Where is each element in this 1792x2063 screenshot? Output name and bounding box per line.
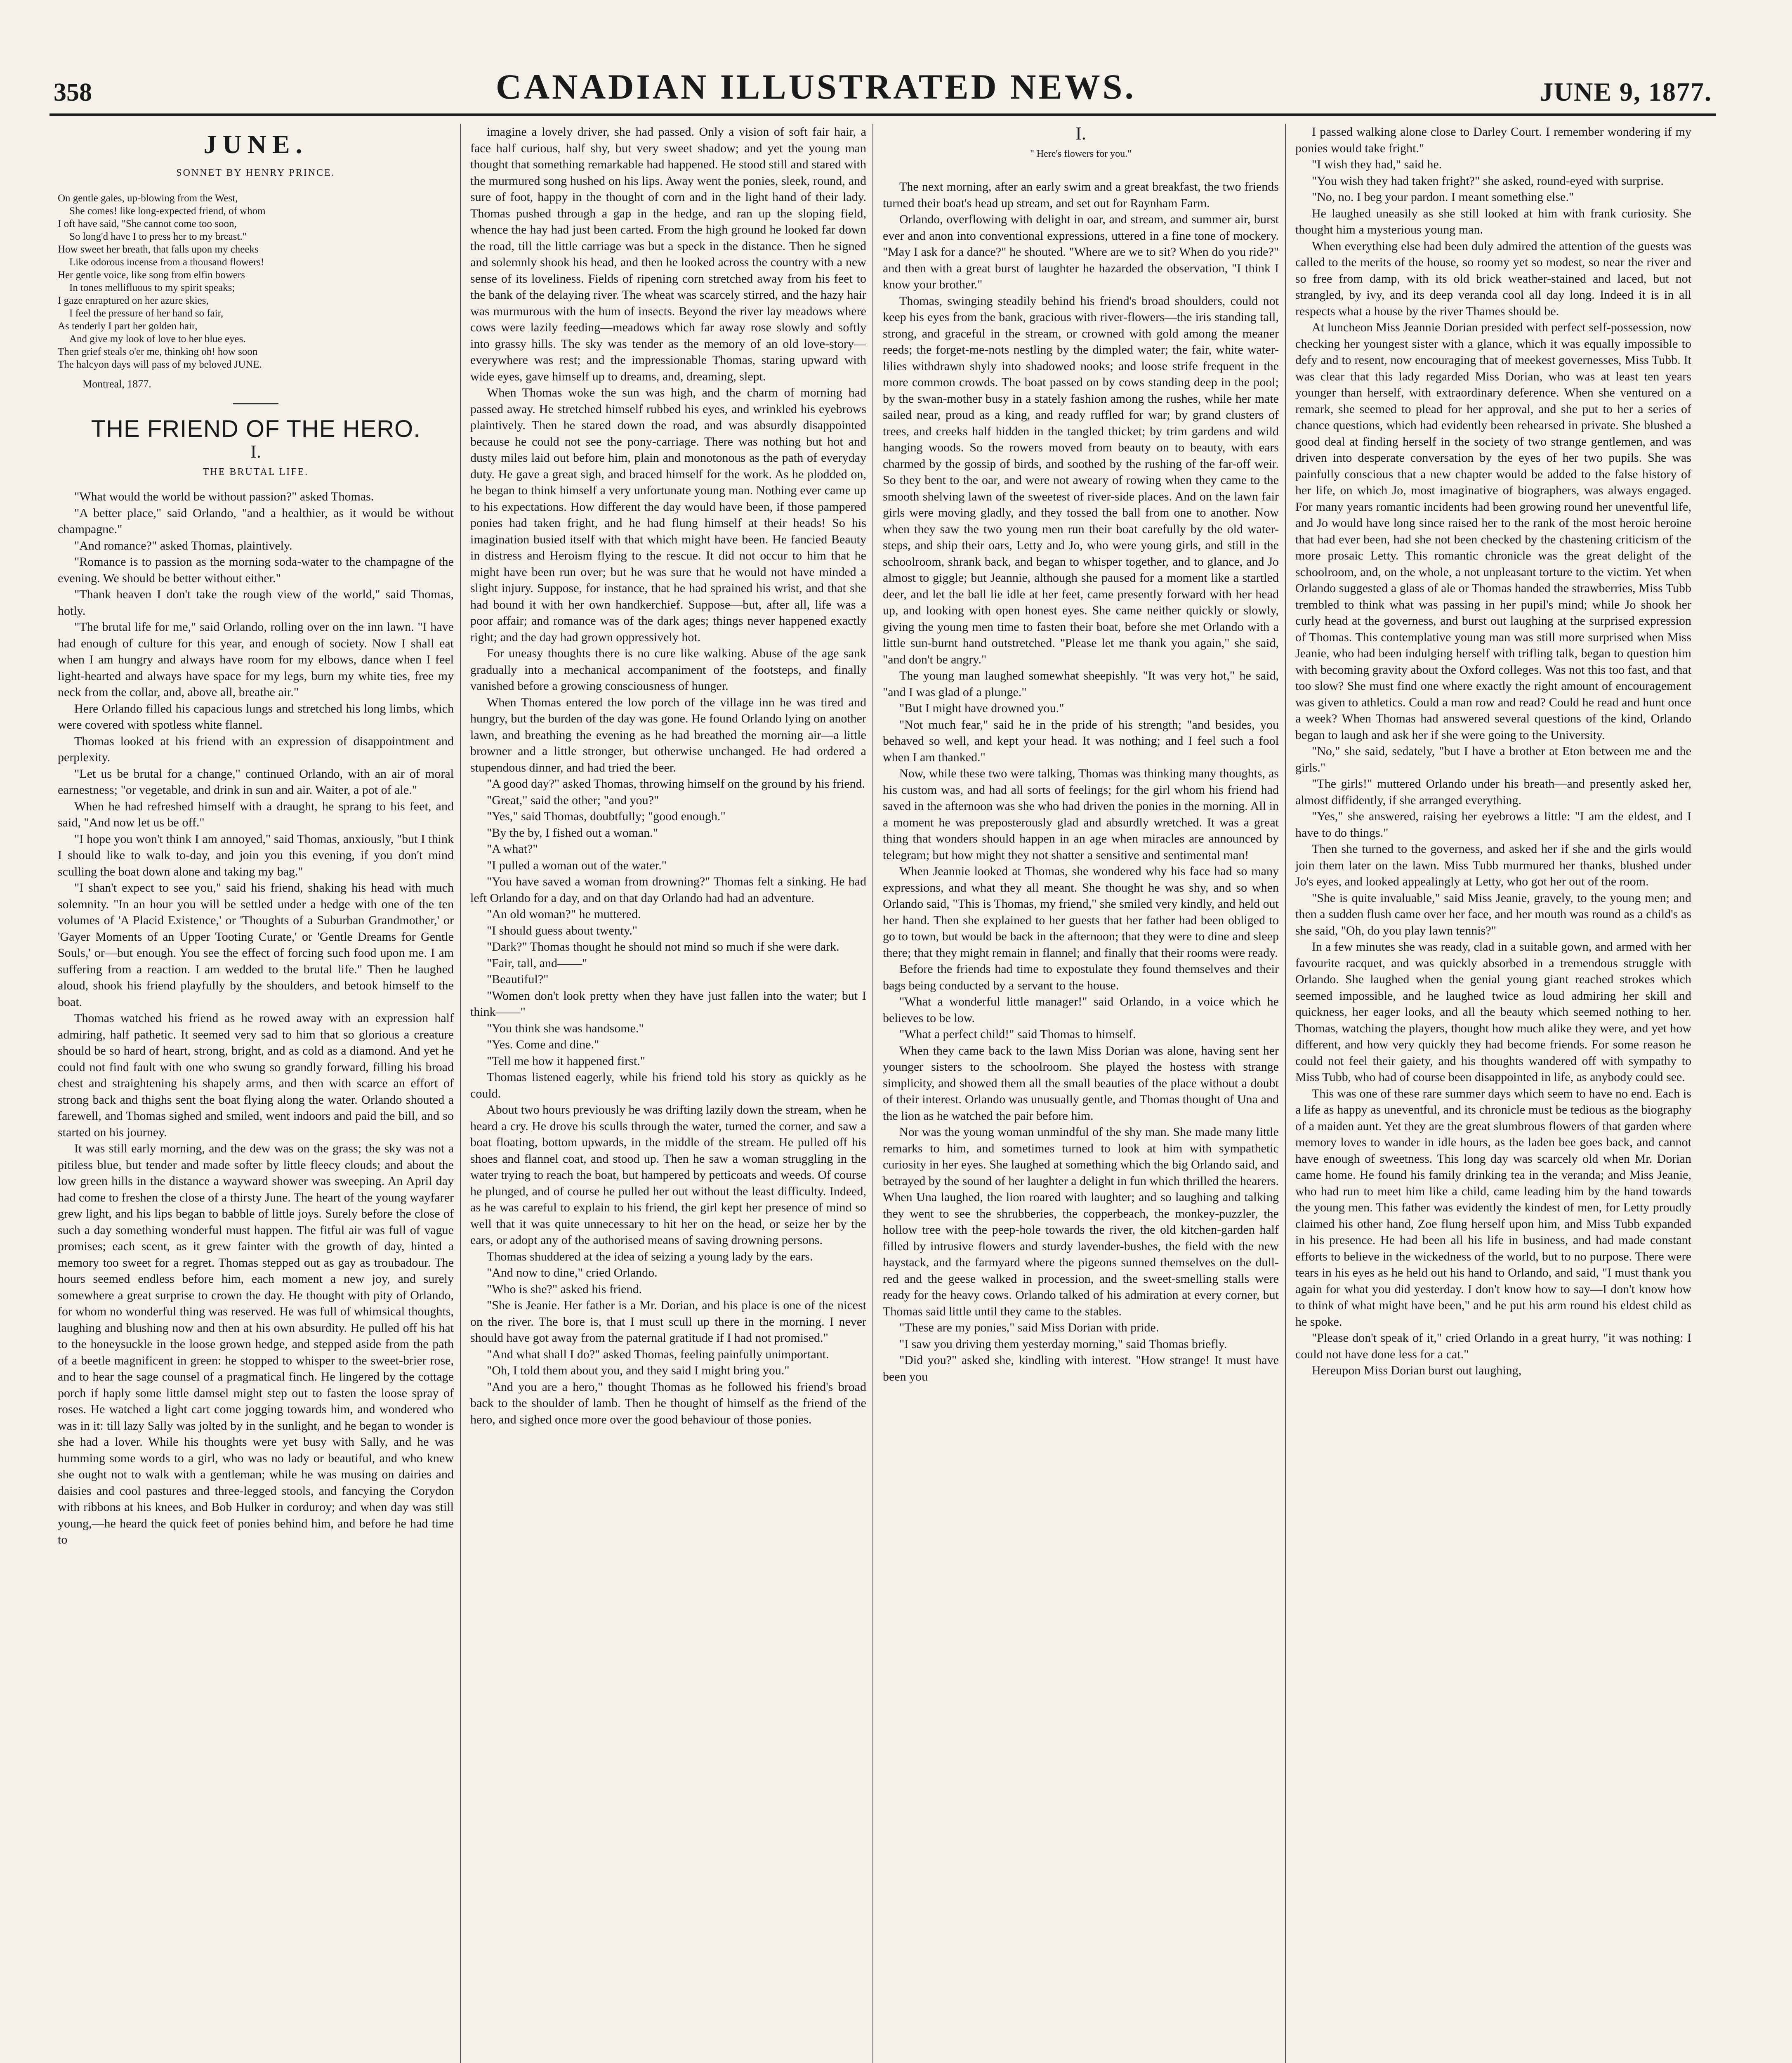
paragraph: "I saw you driving them yesterday morning," said Thomas briefly. <box>899 1337 1227 1351</box>
paragraph: "A good day?" asked Thomas, throwing himself on the ground by his friend. <box>487 777 865 791</box>
paragraph: When Thomas entered the low porch of the village inn he was tired and hungry, but the burden of the day was gone. He found Orlando lying on another lawn, and breathing the evening as he had breathed the morning air—a little browner and a little stronger, but otherwise unchanged. He had ordered a stupendous dinner, and had tried the beer. <box>470 695 866 774</box>
paragraph: He laughed uneasily as she still looked at him with frank curiosity. She thought him a mysterious young man. <box>1295 206 1691 236</box>
issue-date: JUNE 9, 1877. <box>1540 77 1712 106</box>
paragraph: About two hours previously he was drifting lazily down the stream, when he heard a cry. He drove his sculls through the water, turned the corner, and saw a boat floating, bottom upwards, in the middle of the stream. He pulled off his shoes and flannel coat, and stood up. Then he saw a woman struggling in the water trying to reach the boat, but hampered by petticoats and weeds. Of course he plunged, and of course he pulled her out without the least difficulty. Indeed, as he was careful to explain to his friend, the girl kept her presence of mind so well that it was quite unnecessary to hit her on the head, or seize her by the ears, or adopt any of the authorised means of saving drowning persons. <box>470 1103 866 1247</box>
paragraph: "Yes," she answered, raising her eyebrows a little: "I am the eldest, and I have to do things." <box>1295 810 1691 840</box>
paragraph: "Oh, I told them about you, and they said I might bring you." <box>487 1364 790 1377</box>
paragraph: "A better place," said Orlando, "and a healthier, as it would be without champagne." <box>58 506 454 536</box>
poem-body <box>58 192 454 371</box>
column-divider <box>872 124 873 2063</box>
poem-line: I gaze enraptured on her azure skies, <box>58 295 209 306</box>
paragraph: "No," she said, sedately, "but I have a brother at Eton between me and the girls." <box>1295 744 1691 774</box>
page-header <box>54 62 1712 107</box>
paragraph: Orlando, overflowing with delight in oar, and stream, and summer air, burst ever and anon into conventional expressions, uttered in a fine tone of mockery. "May I ask for a dance?" he shouted. "Where are we to sit? When do you ride?" and then with a great burst of laughter he hazarded the observation, "I think I know your brother." <box>883 212 1279 291</box>
paragraph: Now, while these two were talking, Thomas was thinking many thoughts, as his custom was, and had all sorts of feelings; for the girl whom his friend had saved in the afternoon was she who had driven the ponies in the morning. All in a moment he was preposterously glad and absurdly wretched. It was a great thing that wonders should happen in an age when miracles are announced by telegram; but how might they not shatter a sensitive and sentimental man! <box>883 767 1279 862</box>
paragraph: "You think she was handsome." <box>487 1021 644 1035</box>
poem-line: Then grief steals o'er me, thinking oh! how soon <box>58 346 258 357</box>
paragraph: This was one of these rare summer days which seem to have no end. Each is a life as happy as uneventful, and its chronicle must be tedious as the biography of a maiden aunt. Yet they are the great slumbrous flowers of that garden where memory loves to wander in idle hours, as the laden bee goes back, and cannot have enough of sweetness. This long day was scarcely old when Mr. Dorian came home. He found his family drinking tea in the veranda; and Miss Jeanie, who had run to meet him like a child, came leading him by the hand towards the young men. This father was evidently the kindest of men, for Letty proudly claimed his other hand, Zoe flung herself upon him, and Miss Tubb expanded in his presence. He had been all his life in business, and had made constant efforts to believe in the wickedness of the world, but to no purpose. There were tears in his eyes as he held out his hand to Orlando, and said, "I must thank you again for what you did yesterday. I don't know how to say—I don't know how to think of what might have been," and he put his arm round his eldest child as he spoke. <box>1295 1086 1691 1329</box>
paragraph: "Fair, tall, and——" <box>487 956 587 970</box>
chapter-subtitle: THE BRUTAL LIFE. <box>203 466 309 477</box>
column-1 <box>58 124 454 2063</box>
paragraph: Nor was the young woman unmindful of the shy man. She made many little remarks to him, and sometimes turned to look at him with sympathetic curiosity in her eyes. She laughed at something which the big Orlando said, and betrayed by the sound of her laughter a delight in fun which thrilled the hearers. When Una laughed, the lion roared with laughter; and so laughing and talking they went to see the shrubberies, the copperbeach, the monkey-puzzler, the hollow tree with the peep-hole towards the river, the old kitchen-garden half filled by intrusive flowers and sturdy lavender-bushes, the field with the new haystack, and the farmyard where the pigeons sunned themselves on the dull-red and the geese walked in procession, and the sweet-smelling stalls were ready for the heavy cows. Orlando talked of his admiration at every corner, but Thomas said little until they came to the stables. <box>883 1125 1279 1318</box>
paragraph: "By the by, I fished out a woman." <box>487 826 658 840</box>
paragraph: "Who is she?" asked his friend. <box>487 1282 642 1296</box>
paragraph: "She is Jeanie. Her father is a Mr. Dorian, and his place is one of the nicest on the river. The bore is, that I must scull up there in the morning. I never should have got away from the paternal gratitude if I had not promised." <box>470 1298 866 1345</box>
paragraph: "Yes. Come and dine." <box>487 1038 599 1051</box>
paragraph: "I hope you won't think I am annoyed," said Thomas, anxiously, "but I think I should like to walk to-day, and join you this evening, if you don't mind sculling the boat down alone and taking my bag." <box>58 832 454 878</box>
paragraph: "And what shall I do?" asked Thomas, feeling painfully unimportant. <box>487 1347 829 1361</box>
paragraph: Thomas shuddered at the idea of seizing a young lady by the ears. <box>487 1249 813 1263</box>
paragraph: Thomas watched his friend as he rowed away with an expression half admiring, half pathetic. It seemed very sad to him that so glorious a creature should be so hard of heart, strong, bright, and as cold as a diamond. And yet he could not find fault with one who swung so grandly forward, filling his broad chest and straightening his shapely arms, and then with scarce an effort of strong back and thighs sent the boat flying along the water. Orlando shouted a farewell, and Thomas sighed and smiled, went indoors and paid the bill, and so started on his journey. <box>58 1011 454 1139</box>
paragraph: At luncheon Miss Jeannie Dorian presided with perfect self-possession, now checking her youngest sister with a glance, which it was equally impossible to defy and to resent, now encouraging that of meekest governesses, Miss Tubb. It was clear that this lady regarded Miss Dorian, who was at least ten years younger than herself, with extraordinary deference. When she ventured on a remark, she seemed to plead for her approval, and she put to her a series of chance questions, which had evidently been rehearsed in private. She blushed a good deal at finding herself in the society of two strange gentlemen, and was driven into desperate conversation by the eyes of her two pupils. She was painfully conscious that a new chapter would be added to the false history of her life, on which Jo, most imaginative of biographers, was always engaged. For many years romantic incidents had been growing round her uneventful life, and Jo would have long since raised her to the rank of the most heroic heroine that had ever been, had she not been checked by the chastening criticism of the more prosaic Letty. This romantic chronicle was the great delight of the schoolroom, and, on the whole, a not unpleasant torture to the victim. Yet when Orlando suggested a glass of ale or Thomas handed the strawberries, Miss Tubb trembled to think what was passing in her pupil's mind; while Jo shook her curly head at the governess, and burst out laughing at the surprised expression of Thomas. This contemplative young man was still more surprised when Miss Jeanie, who had been indulging herself with trifling talk, began to question him with becoming gravity about the Oxford colleges. Was not this too fast, and that too slow? She must find one where exactly the right amount of encouragement was given to athletics. Could a man row and read? Could he read and hunt once a week? When Thomas had answered several questions of the kind, Orlando began to laugh and ask her if she were going to the University. <box>1295 321 1691 742</box>
paragraph: For uneasy thoughts there is no cure like walking. Abuse of the age sank gradually into a mechanical accompaniment of the footsteps, and finally vanished before a growing consciousness of hunger. <box>470 647 866 693</box>
paragraph: When he had refreshed himself with a draught, he sprang to his feet, and said, "And now let us be off." <box>58 799 454 829</box>
column-text <box>883 179 1279 1385</box>
paragraph: "Beautiful?" <box>487 972 549 986</box>
paragraph: "These are my ponies," said Miss Dorian with pride. <box>899 1321 1159 1334</box>
paragraph: "The brutal life for me," said Orlando, rolling over on the inn lawn. "I have had enough of culture for this year, and enough of society. Now I shall eat when I am hungry and always have room for my elbows, dance when I feel light-hearted and always have space for my legs, burn my white ties, free my neck from the collar, and, above all, breathe air." <box>58 620 454 699</box>
paragraph: "An old woman?" he muttered. <box>487 907 641 921</box>
poem-author: SONNET BY HENRY PRINCE. <box>176 167 335 178</box>
paragraph: The young man laughed somewhat sheepishly. "It was very hot," he said, "and I was glad of a plunge." <box>883 669 1279 699</box>
paragraph: "What would the world be without passion?" asked Thomas. <box>74 490 374 503</box>
paragraph: The next morning, after an early swim and a great breakfast, the two friends turned their boat's head up stream, and set out for Raynham Farm. <box>883 180 1279 210</box>
paragraph: "You have saved a woman from drowning?" Thomas felt a sinking. He had left Orlando for a day, and on that day Orlando had had an adventure. <box>470 875 866 905</box>
masthead-title: CANADIAN ILLUSTRATED NEWS. <box>495 67 1137 106</box>
paragraph: Thomas listened eagerly, while his friend told his story as quickly as he could. <box>470 1070 866 1100</box>
paragraph: "Thank heaven I don't take the rough view of the world," said Thomas, hotly. <box>58 588 454 618</box>
column-3 <box>883 124 1279 2063</box>
paragraph: "But I might have drowned you." <box>899 701 1064 715</box>
paragraph: "Did you?" asked she, kindling with interest. "How strange! It must have been you <box>883 1353 1279 1383</box>
paragraph: When Jeannie looked at Thomas, she wondered why his face had so many expressions, and what they all meant. She thought he was shy, and so when Orlando said, "This is Thomas, my friend," she smiled very kindly, and held out her hand. Then she explained to her guests that her father had been obliged to go to town, but would be back in the afternoon; that they were to dine and sleep there; that they might remain in flannel; and finally that their rooms were ready. <box>883 864 1279 960</box>
paragraph: When Thomas woke the sun was high, and the charm of morning had passed away. He stretched himself rubbed his eyes, and wrinkled his eyebrows plaintively. Then he stared down the road, and was absurdly disappointed because he could not see the pony-carriage. There was nothing but hot and dusty miles laid out before him, plain and monotonous as the path of everyday duty. He gave a great sigh, and braced himself for the work. As he plodded on, he began to think himself a very unfortunate young man. Nothing ever came up to his expectations. How different the day would have been, if those pampered ponies had taken fright, and he had flung himself at their heads! So his imagination busied itself with that which might have been. He fancied Beauty in distress and Heroism flying to the rescue. It did not occur to him that he might have been run over; but he was sure that he would not have minded a slight injury. Suppose, for instance, that he had sprained his wrist, and that she had bound it with her own handkerchief. Suppose—but, after all, life was a poor affair; and romance was of the dark ages; things never happened exactly right; and the day had grown oppressively hot. <box>470 386 866 644</box>
chapter-epigraph: " Here's flowers for you." <box>1030 148 1132 159</box>
poem-line: How sweet her breath, that falls upon my cheeks <box>58 244 259 255</box>
column-text <box>470 124 866 1428</box>
chapter-number: I. <box>250 441 261 462</box>
column-4 <box>1295 124 1691 2063</box>
story-title: THE FRIEND OF THE HERO. <box>91 415 421 442</box>
paragraph: "What a perfect child!" said Thomas to himself. <box>899 1027 1136 1041</box>
poem-line: On gentle gales, up-blowing from the West, <box>58 193 238 204</box>
poem-title: JUNE. <box>203 130 308 159</box>
paragraph: imagine a lovely driver, she had passed. Only a vision of soft fair hair, a face half curious, half shy, but very sweet shadow; and yet the young man thought that something remarkable had happened. He stood still and stared with the murmured song hushed on his lips. Away went the ponies, sleek, round, and sure of foot, happy in the thought of corn and in the light hand of their lady. Thomas pushed through a gap in the hedge, and ran up the sloping field, whence the hay had just been carted. From the high ground he looked far down the road, till the little carriage was but a speck in the distance. Then he signed and solemnly shook his head, and then he looked across the country with a new sense of its loveliness. Fields of ripening corn stretched away from his feet to the bank of the delaying river. The wheat was scarcely stirred, and the hazy hair was murmurous with the hum of insects. Beyond the river lay meadows where cows were lazily feeding—meadows which far away rose slowly and softly into grassy hills. The sky was tender as the memory of an old love-story—everywhere was rest; and the impressionable Thomas, staring upward with wide eyes, gave himself up to dreams, and, dreaming, slept. <box>470 125 866 383</box>
column-text <box>58 489 454 1548</box>
paragraph: Then she turned to the governess, and asked her if she and the girls would join them later on the lawn. Miss Tubb murmured her thanks, blushed under Jo's eyes, and looked appealingly at Letty, who got her out of the room. <box>1295 842 1691 888</box>
paragraph: "Yes," said Thomas, doubtfully; "good enough." <box>487 810 726 823</box>
section-rule <box>233 403 278 404</box>
paragraph: When they came back to the lawn Miss Dorian was alone, having sent her younger sisters to the schoolroom. She played the hostess with strange simplicity, and showed them all the small beauties of the place without a doubt of their interest. Orlando was unusually gentle, and Thomas thought of Una and the lion as he watched the pair before him. <box>883 1043 1279 1123</box>
paragraph: "And romance?" asked Thomas, plaintively. <box>74 538 292 552</box>
chapter-number: I. <box>1075 124 1086 144</box>
column-divider <box>460 124 461 2063</box>
paragraph: In a few minutes she was ready, clad in a suitable gown, and armed with her favourite racquet, and was quickly absorbed in a tremendous struggle with Orlando. She laughed when the genial young giant reached strokes which seemed impossible, and he laughed twice as loud admiring her skill and quickness, her eager looks, and all the beauty which seemed nothing to her. Thomas, watching the players, thought how much alike they were, and yet how different, and how very quickly they had become friends. For some reason he could not feel their gaiety, and his thoughts wandered off with sympathy to Miss Tubb, who had of course been disappointed in life, as anybody could see. <box>1295 940 1691 1084</box>
paragraph: Thomas, swinging steadily behind his friend's broad shoulders, could not keep his eyes from the bank, gracious with river-flowers—the iris standing tall, strong, and graceful in the stream, or crowned with gold among the meaner reeds; the forget-me-nots nestling by the dimpled water; the fair, white water-lilies withdrawn shyly into shadowed nooks; and loose strife frequent in the more common crowds. The boat passed on by cows standing deep in the pool; by the swan-mother busy in a stately fashion among the rushes, while her mate sailed near, proud as a king, and ready ruffled for war; by grand clusters of trees, and creeks half hidden in the tangled thicket; by trim gardens and wild hanging woods. So the rowers moved from beauty on to beauty, with ears charmed by the gossip of birds, and soothed by the rushing of the far-off weir. So they bent to the oar, and were not aweary of rowing when they came to the smooth shelving lawn of the sweetest of river-side places. And on the lawn fair girls were moving gladly, and they tossed the ball from one to another. Now when they saw the two young men run their boat carefully by the old water-steps, and ship their oars, Letty and Jo, who were young girls, and still in the schoolroom, shrank back, and began to whisper together, and to glance, and Jo almost to giggle; but Jeannie, although she paused for a moment like a startled deer, and let the ball lie idle at her feet, came presently forward with her head up, and looking with open honest eyes. She came neither quickly or slowly, giving the young men time to fasten their boat, before she met Orlando with a little sun-burnt hand outstretched. "Please let me thank you again," she said, "and don't be angry." <box>883 294 1279 666</box>
poem-line: Her gentle voice, like song from elfin bowers <box>58 269 245 281</box>
paragraph: "I should guess about twenty." <box>487 923 638 937</box>
paragraph: Before the friends had time to expostulate they found themselves and their bags being conducted by a servant to the house. <box>883 962 1279 992</box>
poem-line: The halcyon days will pass of my beloved JUNE. <box>58 359 262 370</box>
paragraph: "Dark?" Thomas thought he should not mind so much if she were dark. <box>487 940 839 954</box>
poem-place: Montreal, 1877. <box>83 378 151 390</box>
paragraph: "Romance is to passion as the morning soda-water to the champagne of the evening. We should be better without either." <box>58 555 454 585</box>
paragraph: "And now to dine," cried Orlando. <box>487 1266 658 1279</box>
header-rule <box>50 113 1716 116</box>
paragraph: Hereupon Miss Dorian burst out laughing, <box>1312 1364 1522 1377</box>
paragraph: It was still early morning, and the dew was on the grass; the sky was not a pitiless blue, but tender and made softer by little fleecy clouds; and about the low green hills in the distance a wayward shower was sweeping. An April day had come to freshen the close of a thirsty June. The heart of the young wayfarer grew light, and his lips began to babble of little joys. Surely before the close of such a day something wonderful must happen. The fitful air was full of vague promises; each scent, as it grew fainter with the growth of day, hinted a memory too sweet for a regret. Thomas stepped out as gay as troubadour. The hours seemed endless before him, each moment a new joy, and surely somewhere a great surprise to crown the day. He thought with pity of Orlando, for whom no wonderful thing was reserved. He was full of whimsical thoughts, laughing and blushing now and then at his own absurdity. He pulled off his hat to the honeysuckle in the loose grown hedge, and stepped aside from the path of a beetle magnificent in green: he stopped to whisper to the sweet-brier rose, and to hear the sage counsel of a pragmatical finch. He lingered by the cottage porch if haply some little damsel might step out to fasten the loose spray of roses. He watched a light cart come jogging towards him, and wondered who was in it: till lazy Sally was jolted by in the sunlight, and he began to wonder is she had a lover. While his thoughts were yet busy with Sally, and he was humming some words to a girl, who was no lady or beautiful, and who knew she ought not to walk with a gentleman; while he was musing on dairies and daisies and cool pastures and three-legged stools, and fancying the Corydon with ribbons at his knees, and Bob Hulker in corduroy; and when day was still young,—he heard the quick feet of ponies behind him, and before he had time to <box>58 1142 454 1546</box>
paragraph: "Let us be brutal for a change," continued Orlando, with an air of moral earnestness; "or vegetable, and drink in sun and air. Waiter, a pot of ale." <box>58 767 454 797</box>
poem-line: And give my look of love to her blue eyes. <box>69 333 246 345</box>
poem-line: So long'd have I to press her to my breast." <box>69 231 247 242</box>
paragraph: "What a wonderful little manager!" said Orlando, in a voice which he believes to be low. <box>883 995 1279 1025</box>
paragraph: "You wish they had taken fright?" she asked, round-eyed with surprise. <box>1312 174 1664 188</box>
page-number: 358 <box>54 78 92 106</box>
column-text <box>1295 124 1691 1379</box>
paragraph: When everything else had been duly admired the attention of the guests was called to the merits of the house, so roomy yet so modest, so near the river and so free from damp, with its old brick weather-stained and laced, but not strangled, by ivy, and its deep veranda cool all day long. Indeed it is in all respects what a house by the river Thames should be. <box>1295 239 1691 318</box>
paragraph: Thomas looked at his friend with an expression of disappointment and perplexity. <box>58 734 454 764</box>
paragraph: "I pulled a woman out of the water." <box>487 858 667 872</box>
paragraph: "I shan't expect to see you," said his friend, shaking his head with much solemnity. "In an hour you will be settled under a hedge with one of the ten volumes of 'A Placid Existence,' or 'Thoughts of a Suburban Grandmother,' or 'Gayer Moments of an Upper Tooting Curate,' or 'Gentle Dreams for Gentle Souls,' or—but enough. You see the effect of forcing such food upon me. I am suffering from a reaction. I am wedded to the brutal life." Then he laughed aloud, shook his friend playfully by the shoulders, and betook himself to the boat. <box>58 881 454 1009</box>
paragraph: "A what?" <box>487 842 538 856</box>
poem-line: I feel the pressure of her hand so fair, <box>69 308 224 319</box>
paragraph: "The girls!" muttered Orlando under his breath—and presently asked her, almost diffidently, if she arranged everything. <box>1295 777 1691 807</box>
poem-line: Like odorous incense from a thousand flowers! <box>69 257 264 268</box>
paragraph: I passed walking alone close to Darley Court. I remember wondering if my ponies would take fright." <box>1295 125 1691 155</box>
paragraph: "No, no. I beg your pardon. I meant something else." <box>1312 190 1574 204</box>
column-2 <box>470 124 866 2063</box>
paragraph: "She is quite invaluable," said Miss Jeanie, gravely, to the young men; and then a sudden flush came over her face, and her mouth was round as a child's as she said, "Oh, do you play lawn tennis?" <box>1295 891 1691 937</box>
paragraph: Here Orlando filled his capacious lungs and stretched his long limbs, which were covered with spotless white flannel. <box>58 701 454 732</box>
poem-line: She comes! like long-expected friend, of whom <box>69 205 266 217</box>
paragraph: "I wish they had," said he. <box>1312 158 1442 171</box>
paragraph: "And you are a hero," thought Thomas as he followed his friend's broad back to the shoulder of lamb. Then he thought of himself as the friend of the hero, and sighed once more over the good behaviour of those ponies. <box>470 1380 866 1426</box>
poem-line: I oft have said, "She cannot come too soon, <box>58 218 237 229</box>
paragraph: "Tell me how it happened first." <box>487 1054 645 1068</box>
poem-line: As tenderly I part her golden hair, <box>58 321 198 332</box>
paragraph: "Please don't speak of it," cried Orlando in a great hurry, "it was nothing: I could not have done less for a cat." <box>1295 1331 1691 1361</box>
paragraph: "Great," said the other; "and you?" <box>487 793 659 807</box>
poem-line: In tones mellifluous to my spirit speaks; <box>69 282 235 293</box>
paragraph: "Women don't look pretty when they have just fallen into the water; but I think——" <box>470 989 866 1019</box>
paragraph: "Not much fear," said he in the pride of his strength; "and besides, you behaved so well, and kept your head. It was nothing; and I feel such a fool when I am thanked." <box>883 718 1279 764</box>
column-divider <box>1285 124 1286 2063</box>
